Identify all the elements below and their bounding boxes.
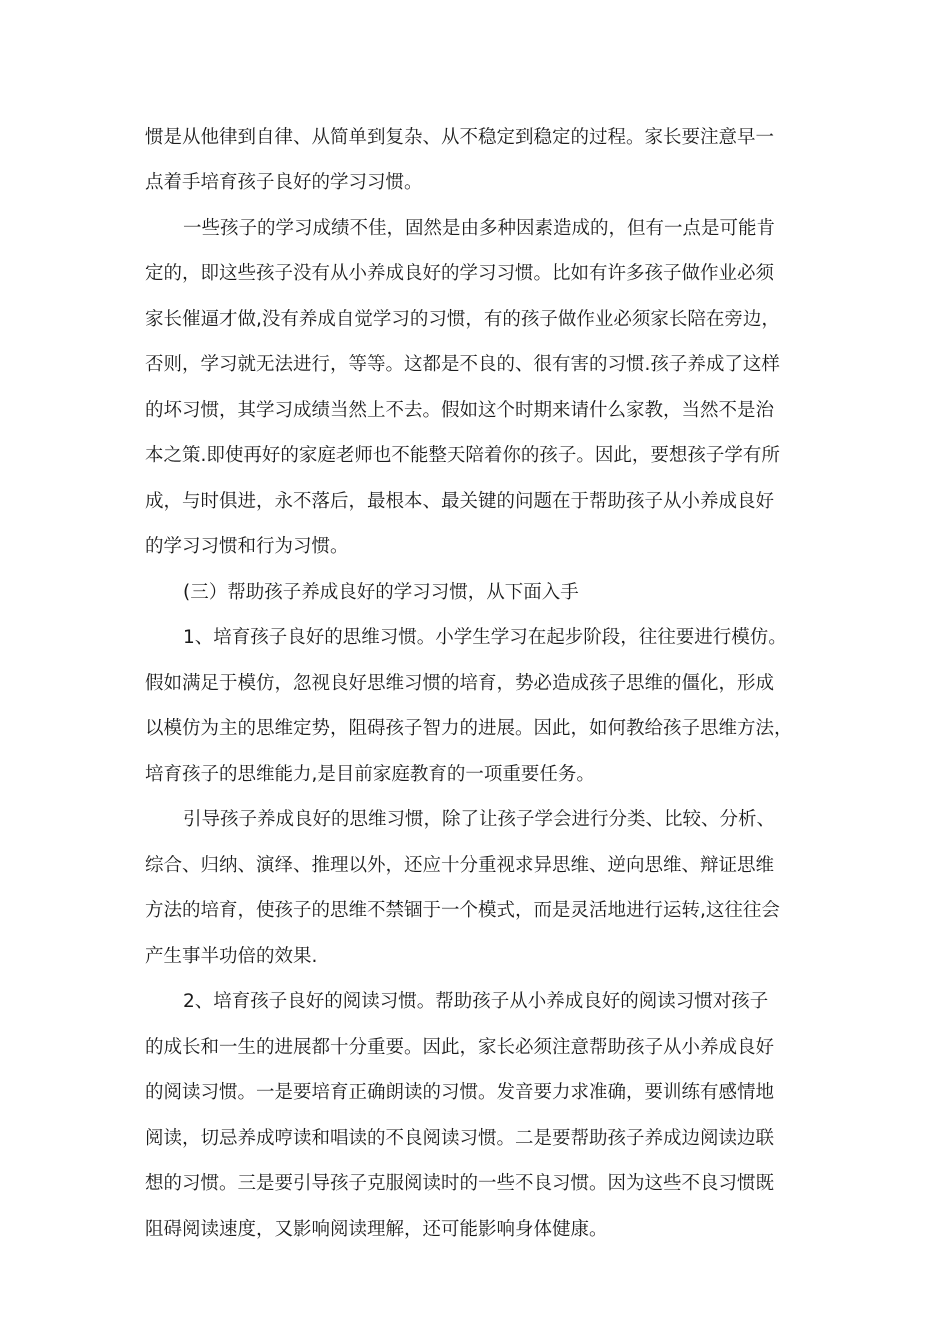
text-line: 方法的培育，使孩子的思维不禁锢于一个模式，而是灵活地进行运转,这往往会 <box>145 900 780 921</box>
text-line: 家长催逼才做,没有养成自觉学习的习惯，有的孩子做作业必须家长陪在旁边， <box>145 309 780 330</box>
text-line: 的阅读习惯。一是要培育正确朗读的习惯。发音要力求准确，要训练有感情地 <box>145 1082 775 1103</box>
paragraph-first-line: 1、培育孩子良好的思维习惯。小学生学习在起步阶段，往往要进行模仿。 <box>183 627 787 648</box>
text-line: 的成长和一生的进展都十分重要。因此，家长必须注意帮助孩子从小养成良好 <box>145 1037 775 1058</box>
text-line: 点着手培育孩子良好的学习习惯。 <box>145 172 423 193</box>
text-line: 惯是从他律到自律、从简单到复杂、从不稳定到稳定的过程。家长要注意早一 <box>145 127 775 148</box>
text-line: 否则，学习就无法进行，等等。这都是不良的、很有害的习惯.孩子养成了这样 <box>145 354 780 375</box>
text-line: 想的习惯。三是要引导孩子克服阅读时的一些不良习惯。因为这些不良习惯既 <box>145 1173 775 1194</box>
text-line: 定的，即这些孩子没有从小养成良好的学习习惯。比如有许多孩子做作业必须 <box>145 263 775 284</box>
text-line: 本之策.即使再好的家庭老师也不能整天陪着你的孩子。因此，要想孩子学有所 <box>145 445 780 466</box>
text-line: 假如满足于模仿，忽视良好思维习惯的培育，势必造成孩子思维的僵化，形成 <box>145 673 775 694</box>
text-line: 综合、归纳、演绎、推理以外，还应十分重视求异思维、逆向思维、辩证思维 <box>145 855 775 876</box>
text-line: 阅读，切忌养成哼读和唱读的不良阅读习惯。二是要帮助孩子养成边阅读边联 <box>145 1128 775 1149</box>
text-line: 成，与时俱进，永不落后，最根本、最关键的问题在于帮助孩子从小养成良好 <box>145 491 775 512</box>
text-line: 以模仿为主的思维定势，阻碍孩子智力的进展。因此，如何教给孩子思维方法， <box>145 718 793 739</box>
paragraph-first-line: 引导孩子养成良好的思维习惯，除了让孩子学会进行分类、比较、分析、 <box>183 809 776 830</box>
text-line: 产生事半功倍的效果. <box>145 946 318 967</box>
text-line: 培育孩子的思维能力,是目前家庭教育的一项重要任务。 <box>145 764 595 785</box>
section-heading: (三）帮助孩子养成良好的学习习惯，从下面入手 <box>183 582 579 603</box>
text-line: 的坏习惯，其学习成绩当然上不去。假如这个时期来请什么家教，当然不是治 <box>145 400 775 421</box>
paragraph-first-line: 一些孩子的学习成绩不佳，固然是由多种因素造成的，但有一点是可能肯 <box>183 218 776 239</box>
text-line: 的学习习惯和行为习惯。 <box>145 536 349 557</box>
paragraph-first-line: 2、培育孩子良好的阅读习惯。帮助孩子从小养成良好的阅读习惯对孩子 <box>183 991 769 1012</box>
text-line: 阻碍阅读速度，又影响阅读理解，还可能影响身体健康。 <box>145 1219 608 1240</box>
